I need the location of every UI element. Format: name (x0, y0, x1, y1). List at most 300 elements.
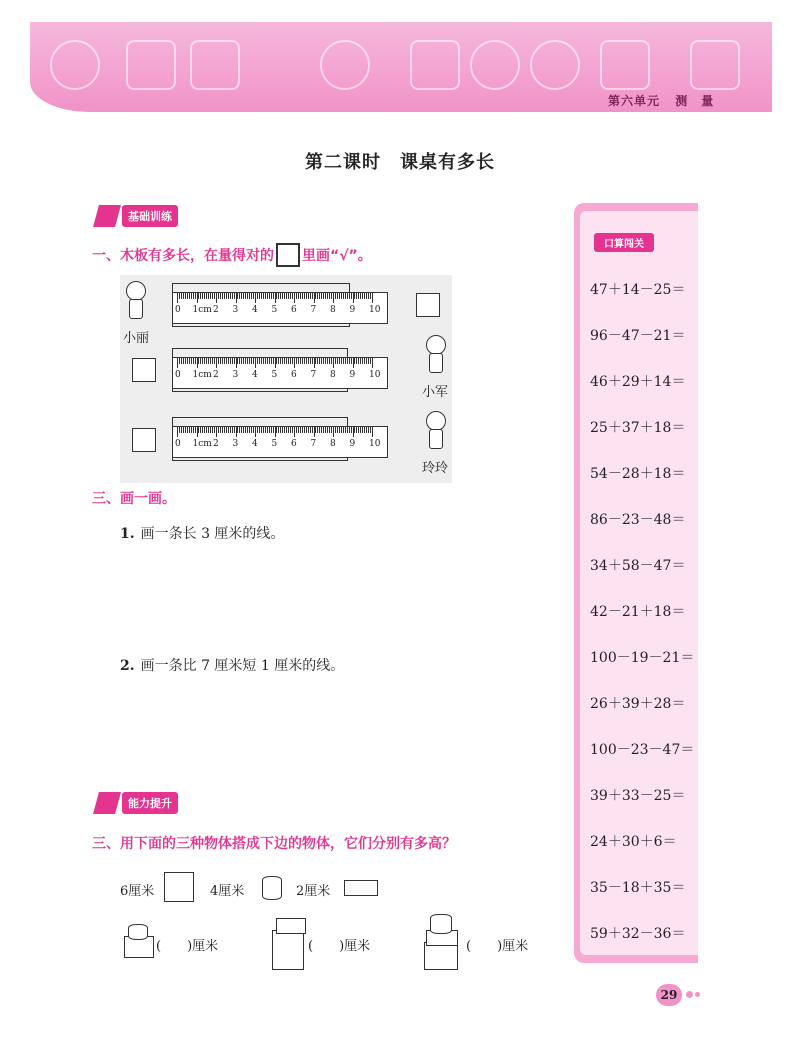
ruler-tick (177, 427, 178, 437)
ruler-tick (255, 358, 256, 368)
stack-2-block (276, 918, 306, 934)
ruler-tick (247, 358, 248, 364)
ruler-tick (220, 358, 221, 364)
calc-item: 39＋33－25＝ (590, 788, 686, 804)
ruler-tick (321, 358, 322, 364)
calc-item: 25＋37＋18＝ (590, 420, 686, 436)
books-icon (93, 205, 121, 227)
ruler-tick (253, 358, 254, 364)
ruler-tick (360, 427, 361, 433)
ruler-number: 3 (232, 305, 239, 315)
ruler-tick (331, 358, 332, 364)
ruler-tick (267, 358, 268, 364)
ruler-tick (230, 358, 231, 364)
ruler-tick (312, 427, 313, 433)
ruler-tick (314, 293, 315, 303)
ruler-tick (368, 293, 369, 299)
ruler-tick (310, 427, 311, 433)
ruler-tick (232, 427, 233, 433)
ruler-tick (237, 293, 238, 299)
ruler-number: 7 (310, 305, 317, 315)
ruler-number: 9 (349, 439, 356, 449)
ruler-number: 0 (175, 439, 181, 449)
ruler-tick (290, 293, 291, 299)
ruler-tick (353, 293, 354, 303)
ruler-2 (172, 357, 388, 389)
ruler-tick (354, 293, 355, 299)
ruler-tick (210, 293, 211, 299)
ruler-tick (278, 427, 279, 433)
ruler-tick (251, 358, 252, 364)
ruler-tick (341, 427, 342, 433)
ruler-tick (360, 358, 361, 364)
ruler-tick (261, 358, 262, 364)
ruler-tick (347, 358, 348, 364)
ruler-tick (298, 427, 299, 433)
ruler-tick (232, 358, 233, 364)
ruler-tick (220, 293, 221, 299)
basic-training-tag (96, 205, 178, 227)
ruler-tick (325, 427, 326, 433)
ruler-tick (179, 293, 180, 299)
ruler-tick (189, 293, 190, 299)
ruler-tick (218, 358, 219, 364)
ruler-tick (226, 293, 227, 299)
ruler-tick (210, 358, 211, 364)
ruler-tick (362, 358, 363, 364)
ruler-tick (314, 427, 315, 437)
ruler-tick (278, 358, 279, 364)
ruler-tick (335, 293, 336, 299)
ruler-tick (343, 358, 344, 364)
ruler-tick (263, 427, 264, 433)
ruler-tick (191, 427, 192, 433)
ruler-tick (224, 427, 225, 433)
ruler-tick (214, 293, 215, 299)
ruler-tick (278, 293, 279, 299)
calc-item: 96－47－21＝ (590, 328, 686, 344)
ruler-tick (208, 358, 209, 364)
ruler-tick (280, 427, 281, 433)
ruler-tick (275, 293, 276, 303)
ruler-tick (255, 293, 256, 303)
stack-3-cube (424, 942, 458, 970)
ruler-tick (214, 427, 215, 433)
ruler-tick (222, 358, 223, 364)
ruler-tick (296, 293, 297, 299)
ruler-number: 10 (369, 370, 381, 380)
ruler-tick (208, 293, 209, 299)
ruler-tick (195, 358, 196, 364)
ruler-tick (306, 358, 307, 364)
ruler-tick (259, 293, 260, 299)
ruler-tick (212, 358, 213, 364)
ruler-tick (288, 358, 289, 364)
ruler-tick (189, 358, 190, 364)
ruler-tick (183, 358, 184, 364)
ruler-tick (204, 293, 205, 299)
section3-heading: 三、用下面的三种物体搭成下边的物体，它们分别有多高？ (92, 836, 456, 852)
ruler-tick (325, 293, 326, 299)
ruler-tick (249, 293, 250, 299)
cylinder-shape (262, 876, 282, 900)
ruler-tick (284, 358, 285, 364)
ruler-tick (341, 293, 342, 299)
ruler-tick (317, 427, 318, 433)
answer-1[interactable]: ( )厘米 (156, 939, 219, 954)
ruler-number: 10 (369, 305, 381, 315)
globe-icon (50, 40, 100, 90)
ruler-tick (302, 358, 303, 364)
answer-box-sample (276, 243, 300, 267)
answer-3[interactable]: ( )厘米 (466, 939, 529, 954)
ruler-unit: 1cm (192, 439, 212, 449)
ruler-tick (206, 427, 207, 433)
ruler-tick (255, 427, 256, 437)
answer-box-3[interactable] (132, 428, 156, 452)
ruler-number: 10 (369, 439, 381, 449)
ruler-tick (276, 293, 277, 299)
ruler-tick (366, 358, 367, 364)
ruler-tick (349, 427, 350, 433)
ruler-tick (351, 358, 352, 364)
ruler-tick (341, 358, 342, 364)
ruler-number: 4 (252, 370, 258, 380)
ruler-tick (202, 358, 203, 364)
ruler-tick (331, 293, 332, 299)
ruler-tick (249, 427, 250, 433)
page-dot-1 (686, 991, 693, 998)
ruler-tick (185, 293, 186, 299)
ruler-tick (177, 293, 178, 303)
ruler-tick (267, 427, 268, 433)
ruler-tick (302, 293, 303, 299)
rocket-icon (93, 792, 121, 814)
ruler-tick (300, 358, 301, 364)
ruler-tick (351, 427, 352, 433)
ruler-figure (120, 275, 452, 483)
question-text: 画一条比 7 厘米短 1 厘米的线。 (140, 658, 345, 674)
question-number: 2. (120, 658, 135, 674)
ruler-tick (333, 293, 334, 303)
ruler-tick (294, 293, 295, 303)
ruler-tick (204, 427, 205, 433)
stack-3-cylinder (430, 914, 452, 934)
ruler-tick (202, 427, 203, 433)
child-name-xiaojun: 小军 (422, 385, 449, 400)
cube-shape (164, 872, 194, 902)
ruler-tick (243, 293, 244, 299)
child-lingling-figure (420, 411, 450, 451)
ruler-tick (181, 293, 182, 299)
ruler-tick (321, 427, 322, 433)
ruler-tick (236, 427, 237, 437)
ruler-tick (216, 293, 217, 303)
ruler-tick (273, 427, 274, 433)
draw-question-2 (120, 655, 344, 675)
ruler-tick (310, 293, 311, 299)
ruler-tick (347, 427, 348, 433)
ruler-tick (198, 293, 199, 299)
ruler-tick (333, 427, 334, 437)
ruler-tick (183, 293, 184, 299)
ruler-number: 6 (291, 305, 297, 315)
ruler-tick (193, 358, 194, 364)
ruler-tick (187, 293, 188, 299)
ruler-tick (245, 358, 246, 364)
ruler-number: 4 (252, 439, 258, 449)
section1-heading-suffix: 里画“√”。 (302, 248, 372, 264)
ruler-tick (339, 358, 340, 364)
ruler-number: 3 (232, 439, 239, 449)
flat-block-shape (344, 880, 378, 896)
ruler-tick (300, 427, 301, 433)
ruler-tick (247, 293, 248, 299)
ruler-tick (282, 293, 283, 299)
ruler-tick (337, 358, 338, 364)
ruler-tick (312, 293, 313, 299)
ruler-tick (327, 358, 328, 364)
ruler-tick (364, 427, 365, 433)
calc-item: 86－23－48＝ (590, 512, 686, 528)
calc-item: 35－18＋35＝ (590, 880, 686, 896)
ruler-tick (294, 427, 295, 437)
ruler-tick (304, 293, 305, 299)
child-xiaojun-figure (420, 335, 450, 375)
ruler-tick (265, 293, 266, 299)
child-name-xiaoli: 小丽 (123, 331, 150, 346)
ruler-tick (247, 427, 248, 433)
ruler-tick (195, 293, 196, 299)
mental-math-tag: 口算闯关 (594, 233, 654, 252)
ruler-tick (329, 293, 330, 299)
ruler-tick (347, 293, 348, 299)
ruler-tick (212, 427, 213, 433)
stack-2-cube (272, 930, 304, 970)
ruler-tick (321, 293, 322, 299)
ruler-tick (349, 293, 350, 299)
ruler-tick (239, 427, 240, 433)
ruler-tick (259, 427, 260, 433)
ruler-tick (269, 427, 270, 433)
ruler-tick (317, 358, 318, 364)
ruler-tick (353, 427, 354, 437)
ruler-tick (232, 293, 233, 299)
ruler-tick (276, 427, 277, 433)
section1-heading (92, 243, 372, 267)
ruler-tick (273, 358, 274, 364)
ruler-tick (368, 358, 369, 364)
ruler-tick (296, 427, 297, 433)
ruler-tick (239, 293, 240, 299)
ruler-tick (366, 427, 367, 433)
ruler-tick (275, 358, 276, 368)
ruler-tick (345, 427, 346, 433)
ruler-tick (331, 427, 332, 433)
section1-heading-prefix: 一、木板有多长，在量得对的 (92, 248, 274, 264)
book-icon (190, 40, 240, 90)
ruler-tick (193, 293, 194, 299)
ruler-tick (220, 427, 221, 433)
ruler-tick (280, 358, 281, 364)
ruler-tick (210, 427, 211, 433)
ruler-1 (172, 292, 388, 324)
ruler-tick (185, 427, 186, 433)
ruler-tick (343, 293, 344, 299)
child-xiaoli-figure (120, 281, 150, 321)
ruler-tick (329, 427, 330, 433)
ruler-tick (360, 293, 361, 299)
ruler-tick (228, 358, 229, 364)
ruler-tick (257, 358, 258, 364)
ruler-unit: 1cm (192, 370, 212, 380)
page-title: 第二课时 课桌有多长 (305, 152, 495, 173)
ruler-tick (362, 293, 363, 299)
unit-topic: 测 量 (675, 94, 715, 108)
ruler-tick (245, 293, 246, 299)
ruler-tick (241, 293, 242, 299)
ruler-tick (358, 358, 359, 364)
ruler-tick (370, 427, 371, 433)
ruler-tick (191, 358, 192, 364)
ruler-tick (224, 293, 225, 299)
ruler-tick (234, 293, 235, 299)
calc-item: 46＋29＋14＝ (590, 374, 686, 390)
ruler-tick (356, 358, 357, 364)
ruler-tick (310, 358, 311, 364)
ruler-tick (354, 358, 355, 364)
ruler-tick (228, 427, 229, 433)
ruler-tick (364, 358, 365, 364)
ruler-tick (183, 427, 184, 433)
ruler-tick (368, 427, 369, 433)
ruler-tick (290, 427, 291, 433)
ruler-tick (308, 427, 309, 433)
briefcase-icon (410, 40, 460, 90)
ruler-tick (335, 427, 336, 433)
ruler-tick (296, 358, 297, 364)
ruler-tick (286, 293, 287, 299)
ruler-tick (306, 293, 307, 299)
ruler-tick (222, 293, 223, 299)
ruler-tick (284, 293, 285, 299)
ruler-number: 9 (349, 305, 356, 315)
ruler-tick (216, 358, 217, 368)
ruler-tick (298, 358, 299, 364)
answer-box-1[interactable] (416, 293, 440, 317)
ruler-tick (349, 358, 350, 364)
ruler-tick (273, 293, 274, 299)
graduation-cap-icon (690, 40, 740, 90)
ruler-tick (193, 427, 194, 433)
ruler-tick (308, 358, 309, 364)
ruler-tick (241, 358, 242, 364)
ruler-tick (276, 358, 277, 364)
ruler-tick (312, 358, 313, 364)
ruler-tick (191, 293, 192, 299)
answer-box-2[interactable] (132, 358, 156, 382)
ruler-tick (302, 427, 303, 433)
ruler-tick (230, 293, 231, 299)
ruler-tick (206, 293, 207, 299)
ruler-tick (317, 293, 318, 299)
ruler-tick (269, 358, 270, 364)
ruler-tick (251, 427, 252, 433)
ruler-tick (300, 293, 301, 299)
ruler-tick (337, 427, 338, 433)
ruler-number: 2 (213, 370, 219, 380)
ruler-tick (280, 293, 281, 299)
ruler-tick (237, 427, 238, 433)
ruler-tick (204, 358, 205, 364)
calc-item: 54－28＋18＝ (590, 466, 686, 482)
ruler-tick (185, 358, 186, 364)
ruler-tick (304, 427, 305, 433)
open-book-icon (600, 40, 650, 90)
ruler-tick (356, 293, 357, 299)
ruler-tick (226, 427, 227, 433)
ruler-tick (292, 358, 293, 364)
ruler-tick (263, 358, 264, 364)
child-name-lingling: 玲玲 (422, 461, 449, 476)
ruler-tick (271, 358, 272, 364)
ruler-tick (315, 427, 316, 433)
question-number: 1. (120, 526, 135, 542)
answer-2[interactable]: ( )厘米 (308, 939, 371, 954)
calc-item: 59＋32－36＝ (590, 926, 686, 942)
magnifier-icon (470, 40, 520, 90)
ruler-tick (265, 358, 266, 364)
ruler-tick (315, 293, 316, 299)
ruler-tick (251, 293, 252, 299)
ruler-tick (333, 358, 334, 368)
ruler-tick (187, 358, 188, 364)
ruler-tick (292, 293, 293, 299)
ruler-tick (237, 358, 238, 364)
ruler-tick (298, 293, 299, 299)
ruler-number: 6 (291, 439, 297, 449)
ruler-tick (267, 293, 268, 299)
ruler-tick (323, 293, 324, 299)
ruler-tick (282, 427, 283, 433)
ruler-tick (187, 427, 188, 433)
ruler-tick (337, 293, 338, 299)
ruler-tick (358, 293, 359, 299)
ruler-tick (286, 427, 287, 433)
ruler-tick (208, 427, 209, 433)
ruler-number: 3 (232, 370, 239, 380)
ruler-number: 8 (330, 305, 336, 315)
compass-icon (126, 40, 176, 90)
ruler-tick (315, 358, 316, 364)
ruler-tick (265, 427, 266, 433)
calc-item: 34＋58－47＝ (590, 558, 686, 574)
ruler-tick (241, 427, 242, 433)
ruler-tick (282, 358, 283, 364)
ruler-tick (356, 427, 357, 433)
section2-heading: 三、画一画。 (92, 491, 176, 507)
calc-item: 100－23－47＝ (590, 742, 695, 758)
ruler-tick (345, 293, 346, 299)
ruler-3 (172, 426, 388, 458)
ruler-tick (351, 293, 352, 299)
ruler-tick (353, 358, 354, 368)
ruler-tick (253, 427, 254, 433)
ruler-tick (372, 427, 373, 437)
ruler-tick (236, 358, 237, 368)
ruler-number: 7 (310, 439, 317, 449)
ruler-tick (224, 358, 225, 364)
